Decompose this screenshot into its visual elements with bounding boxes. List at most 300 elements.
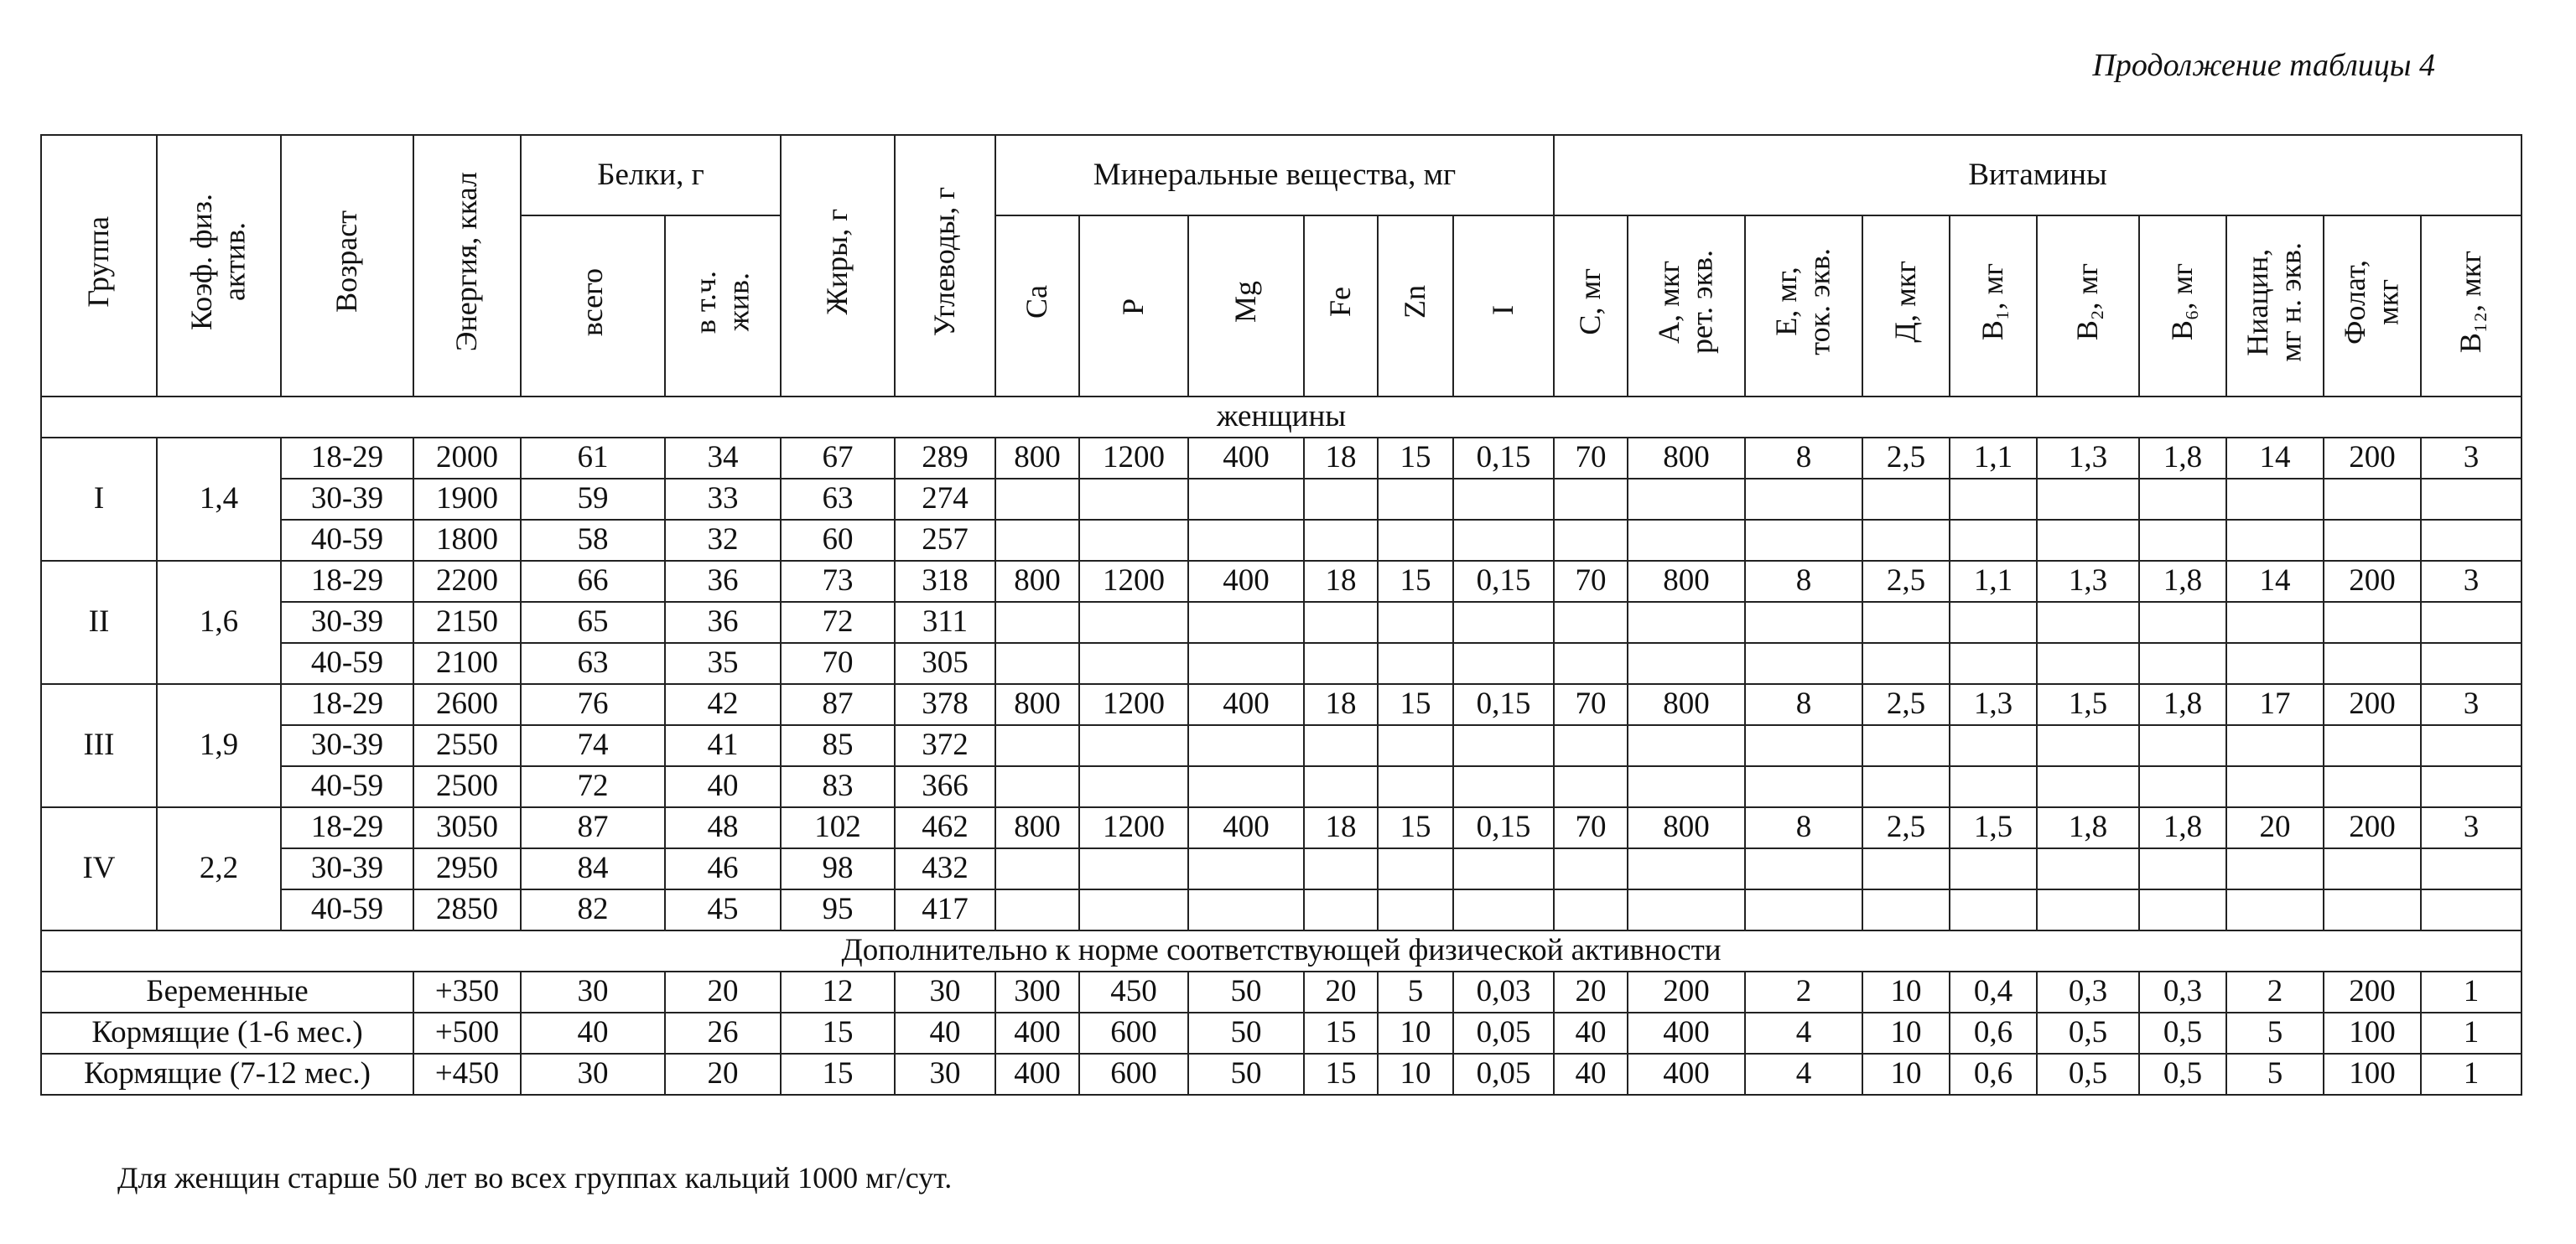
empty-cell bbox=[995, 643, 1079, 684]
micronutrient-cell: 1200 bbox=[1079, 807, 1188, 848]
micronutrient-cell: 3 bbox=[2421, 438, 2521, 479]
empty-cell bbox=[2324, 766, 2421, 807]
micronutrient-cell: 15 bbox=[1378, 807, 1453, 848]
empty-cell bbox=[1304, 520, 1378, 561]
empty-cell bbox=[1378, 520, 1453, 561]
protein-total-cell: 66 bbox=[521, 561, 665, 602]
empty-cell bbox=[2139, 889, 2226, 930]
value-cell: 15 bbox=[1304, 1054, 1378, 1095]
empty-cell bbox=[1554, 848, 1628, 889]
value-cell: 5 bbox=[2226, 1054, 2324, 1095]
value-cell: 0,5 bbox=[2037, 1013, 2139, 1054]
value-cell: 5 bbox=[1378, 972, 1453, 1013]
empty-cell bbox=[1378, 889, 1453, 930]
activity-coef: 1,6 bbox=[157, 561, 281, 684]
age-cell: 18-29 bbox=[281, 438, 413, 479]
protein-animal-cell: 33 bbox=[665, 479, 781, 520]
micronutrient-cell: 800 bbox=[995, 684, 1079, 725]
empty-cell bbox=[2226, 479, 2324, 520]
protein-total-cell: 84 bbox=[521, 848, 665, 889]
empty-cell bbox=[1950, 766, 2037, 807]
empty-cell bbox=[1188, 848, 1304, 889]
empty-cell bbox=[2324, 725, 2421, 766]
micronutrient-cell: 0,15 bbox=[1453, 807, 1554, 848]
micronutrient-cell: 18 bbox=[1304, 561, 1378, 602]
micronutrient-cell: 3 bbox=[2421, 684, 2521, 725]
age-cell: 30-39 bbox=[281, 848, 413, 889]
micronutrient-cell: 70 bbox=[1554, 438, 1628, 479]
micronutrient-cell: 400 bbox=[1188, 684, 1304, 725]
empty-cell bbox=[2037, 848, 2139, 889]
protein-total-cell: 74 bbox=[521, 725, 665, 766]
micronutrient-cell: 2,5 bbox=[1862, 684, 1950, 725]
value-cell: 20 bbox=[1304, 972, 1378, 1013]
empty-cell bbox=[1188, 520, 1304, 561]
micronutrient-cell: 1,3 bbox=[2037, 561, 2139, 602]
micronutrient-cell: 800 bbox=[995, 438, 1079, 479]
empty-cell bbox=[1862, 520, 1950, 561]
micronutrient-cell: 20 bbox=[2226, 807, 2324, 848]
protein-total-cell: 87 bbox=[521, 807, 665, 848]
value-cell: 15 bbox=[1304, 1013, 1378, 1054]
empty-cell bbox=[1628, 889, 1745, 930]
section-women-label: женщины bbox=[41, 397, 2521, 438]
micronutrient-cell: 1,1 bbox=[1950, 438, 2037, 479]
empty-cell bbox=[2139, 520, 2226, 561]
empty-cell bbox=[2324, 889, 2421, 930]
age-cell: 30-39 bbox=[281, 725, 413, 766]
micronutrient-cell: 200 bbox=[2324, 807, 2421, 848]
header-niacin: Ниацин, мг н. экв. bbox=[2226, 215, 2324, 397]
age-cell: 40-59 bbox=[281, 520, 413, 561]
header-energy: Энергия, ккал bbox=[413, 135, 521, 397]
empty-cell bbox=[1304, 602, 1378, 643]
value-cell: 10 bbox=[1862, 1013, 1950, 1054]
empty-cell bbox=[1079, 725, 1188, 766]
empty-cell bbox=[2421, 766, 2521, 807]
empty-cell bbox=[2324, 848, 2421, 889]
header-fe: Fe bbox=[1304, 215, 1378, 397]
table-caption: Продолжение таблицы 4 bbox=[2092, 48, 2435, 83]
protein-animal-cell: 45 bbox=[665, 889, 781, 930]
empty-cell bbox=[2037, 520, 2139, 561]
micronutrient-cell: 70 bbox=[1554, 561, 1628, 602]
micronutrient-cell: 400 bbox=[1188, 807, 1304, 848]
energy-cell: 2950 bbox=[413, 848, 521, 889]
empty-cell bbox=[1378, 848, 1453, 889]
fats-cell: 87 bbox=[781, 684, 895, 725]
empty-cell bbox=[1079, 889, 1188, 930]
table-row bbox=[41, 684, 2521, 725]
value-cell: 15 bbox=[781, 1054, 895, 1095]
micronutrient-cell: 18 bbox=[1304, 684, 1378, 725]
protein-total-cell: 76 bbox=[521, 684, 665, 725]
carbs-cell: 257 bbox=[895, 520, 995, 561]
table-row bbox=[41, 725, 2521, 766]
header-zn: Zn bbox=[1378, 215, 1453, 397]
carbs-cell: 417 bbox=[895, 889, 995, 930]
micronutrient-cell: 1200 bbox=[1079, 561, 1188, 602]
empty-cell bbox=[1628, 520, 1745, 561]
nutrition-table-wrapper bbox=[40, 134, 2522, 1096]
value-cell: 0,5 bbox=[2037, 1054, 2139, 1095]
value-cell: 50 bbox=[1188, 1013, 1304, 1054]
micronutrient-cell: 8 bbox=[1745, 684, 1862, 725]
empty-cell bbox=[1745, 520, 1862, 561]
table-row bbox=[41, 848, 2521, 889]
empty-cell bbox=[995, 889, 1079, 930]
header-folate: Фолат, мкг bbox=[2324, 215, 2421, 397]
fats-cell: 70 bbox=[781, 643, 895, 684]
header-minerals: Минеральные вещества, мг bbox=[995, 135, 1554, 215]
footnote: Для женщин старше 50 лет во всех группах кальций 1000 мг/сут. bbox=[117, 1161, 953, 1195]
empty-cell bbox=[1862, 479, 1950, 520]
energy-cell: 2200 bbox=[413, 561, 521, 602]
value-cell: 20 bbox=[665, 1054, 781, 1095]
section-additional-label: Дополнительно к норме соответствующей физической активности bbox=[41, 930, 2521, 972]
value-cell: 5 bbox=[2226, 1013, 2324, 1054]
value-cell: +350 bbox=[413, 972, 521, 1013]
value-cell: 0,6 bbox=[1950, 1054, 2037, 1095]
empty-cell bbox=[1628, 479, 1745, 520]
table-row bbox=[41, 1013, 2521, 1054]
fats-cell: 72 bbox=[781, 602, 895, 643]
empty-cell bbox=[1079, 848, 1188, 889]
group-label: IV bbox=[41, 807, 157, 930]
micronutrient-cell: 1,8 bbox=[2139, 438, 2226, 479]
table-row bbox=[41, 520, 2521, 561]
table-row bbox=[41, 889, 2521, 930]
protein-animal-cell: 32 bbox=[665, 520, 781, 561]
micronutrient-cell: 1,8 bbox=[2037, 807, 2139, 848]
protein-animal-cell: 42 bbox=[665, 684, 781, 725]
header-vit-b6: B₆, мг bbox=[2139, 215, 2226, 397]
value-cell: 40 bbox=[1554, 1054, 1628, 1095]
empty-cell bbox=[1378, 643, 1453, 684]
energy-cell: 2550 bbox=[413, 725, 521, 766]
empty-cell bbox=[1188, 725, 1304, 766]
table-row bbox=[41, 438, 2521, 479]
energy-cell: 2100 bbox=[413, 643, 521, 684]
empty-cell bbox=[2421, 520, 2521, 561]
empty-cell bbox=[2037, 643, 2139, 684]
fats-cell: 67 bbox=[781, 438, 895, 479]
protein-animal-cell: 46 bbox=[665, 848, 781, 889]
value-cell: 50 bbox=[1188, 1054, 1304, 1095]
extra-row-label: Беременные bbox=[41, 972, 413, 1013]
empty-cell bbox=[2226, 725, 2324, 766]
value-cell: +450 bbox=[413, 1054, 521, 1095]
header-vitamins: Витамины bbox=[1554, 135, 2521, 215]
micronutrient-cell: 2,5 bbox=[1862, 438, 1950, 479]
carbs-cell: 289 bbox=[895, 438, 995, 479]
value-cell: 100 bbox=[2324, 1013, 2421, 1054]
protein-total-cell: 59 bbox=[521, 479, 665, 520]
value-cell: 1 bbox=[2421, 1013, 2521, 1054]
empty-cell bbox=[1745, 766, 1862, 807]
empty-cell bbox=[1554, 725, 1628, 766]
empty-cell bbox=[1378, 602, 1453, 643]
micronutrient-cell: 15 bbox=[1378, 561, 1453, 602]
header-proteins-total: всего bbox=[521, 215, 665, 397]
protein-animal-cell: 40 bbox=[665, 766, 781, 807]
value-cell: 40 bbox=[895, 1013, 995, 1054]
micronutrient-cell: 400 bbox=[1188, 438, 1304, 479]
table-row bbox=[41, 766, 2521, 807]
header-vit-c: С, мг bbox=[1554, 215, 1628, 397]
fats-cell: 85 bbox=[781, 725, 895, 766]
header-group: Группа bbox=[41, 135, 157, 397]
value-cell: 400 bbox=[995, 1013, 1079, 1054]
empty-cell bbox=[2421, 643, 2521, 684]
fats-cell: 98 bbox=[781, 848, 895, 889]
header-age: Возраст bbox=[281, 135, 413, 397]
age-cell: 40-59 bbox=[281, 766, 413, 807]
table-row bbox=[41, 807, 2521, 848]
micronutrient-cell: 800 bbox=[1628, 807, 1745, 848]
value-cell: 600 bbox=[1079, 1013, 1188, 1054]
protein-animal-cell: 36 bbox=[665, 602, 781, 643]
empty-cell bbox=[1453, 520, 1554, 561]
micronutrient-cell: 8 bbox=[1745, 807, 1862, 848]
empty-cell bbox=[2421, 848, 2521, 889]
empty-cell bbox=[1745, 889, 1862, 930]
energy-cell: 1900 bbox=[413, 479, 521, 520]
header-row-1 bbox=[41, 135, 2521, 215]
value-cell: 2 bbox=[2226, 972, 2324, 1013]
micronutrient-cell: 1,3 bbox=[1950, 684, 2037, 725]
fats-cell: 83 bbox=[781, 766, 895, 807]
empty-cell bbox=[1862, 848, 1950, 889]
energy-cell: 2150 bbox=[413, 602, 521, 643]
table-row bbox=[41, 643, 2521, 684]
value-cell: 50 bbox=[1188, 972, 1304, 1013]
value-cell: 30 bbox=[521, 972, 665, 1013]
empty-cell bbox=[2139, 479, 2226, 520]
table-row bbox=[41, 479, 2521, 520]
micronutrient-cell: 800 bbox=[1628, 684, 1745, 725]
empty-cell bbox=[2139, 848, 2226, 889]
micronutrient-cell: 1,1 bbox=[1950, 561, 2037, 602]
table-body bbox=[41, 135, 2521, 1095]
empty-cell bbox=[2139, 602, 2226, 643]
empty-cell bbox=[1745, 725, 1862, 766]
header-p: P bbox=[1079, 215, 1188, 397]
empty-cell bbox=[1188, 889, 1304, 930]
micronutrient-cell: 1,8 bbox=[2139, 684, 2226, 725]
header-vit-d: Д, мкг bbox=[1862, 215, 1950, 397]
empty-cell bbox=[1554, 766, 1628, 807]
micronutrient-cell: 400 bbox=[1188, 561, 1304, 602]
empty-cell bbox=[1304, 725, 1378, 766]
carbs-cell: 462 bbox=[895, 807, 995, 848]
empty-cell bbox=[1079, 479, 1188, 520]
empty-cell bbox=[1378, 479, 1453, 520]
protein-total-cell: 72 bbox=[521, 766, 665, 807]
value-cell: 0,3 bbox=[2139, 972, 2226, 1013]
value-cell: 4 bbox=[1745, 1054, 1862, 1095]
nutrition-norms-table bbox=[40, 134, 2522, 1096]
empty-cell bbox=[2139, 643, 2226, 684]
micronutrient-cell: 1,5 bbox=[1950, 807, 2037, 848]
group-label: III bbox=[41, 684, 157, 807]
micronutrient-cell: 800 bbox=[1628, 561, 1745, 602]
value-cell: +500 bbox=[413, 1013, 521, 1054]
value-cell: 10 bbox=[1862, 1054, 1950, 1095]
micronutrient-cell: 1200 bbox=[1079, 438, 1188, 479]
empty-cell bbox=[2139, 766, 2226, 807]
empty-cell bbox=[1628, 602, 1745, 643]
empty-cell bbox=[2421, 479, 2521, 520]
value-cell: 40 bbox=[521, 1013, 665, 1054]
header-fats: Жиры, г bbox=[781, 135, 895, 397]
empty-cell bbox=[1188, 766, 1304, 807]
micronutrient-cell: 2,5 bbox=[1862, 561, 1950, 602]
empty-cell bbox=[2226, 848, 2324, 889]
activity-coef: 1,9 bbox=[157, 684, 281, 807]
group-label: II bbox=[41, 561, 157, 684]
empty-cell bbox=[1950, 602, 2037, 643]
empty-cell bbox=[2037, 766, 2139, 807]
value-cell: 0,05 bbox=[1453, 1054, 1554, 1095]
carbs-cell: 274 bbox=[895, 479, 995, 520]
value-cell: 400 bbox=[1628, 1013, 1745, 1054]
section-row-additional bbox=[41, 930, 2521, 972]
value-cell: 12 bbox=[781, 972, 895, 1013]
empty-cell bbox=[1745, 643, 1862, 684]
empty-cell bbox=[1079, 602, 1188, 643]
micronutrient-cell: 1,8 bbox=[2139, 807, 2226, 848]
value-cell: 0,5 bbox=[2139, 1054, 2226, 1095]
value-cell: 20 bbox=[1554, 972, 1628, 1013]
extra-row-label: Кормящие (7-12 мес.) bbox=[41, 1054, 413, 1095]
header-proteins: Белки, г bbox=[521, 135, 781, 215]
empty-cell bbox=[1628, 766, 1745, 807]
value-cell: 450 bbox=[1079, 972, 1188, 1013]
empty-cell bbox=[2139, 725, 2226, 766]
value-cell: 400 bbox=[1628, 1054, 1745, 1095]
protein-animal-cell: 41 bbox=[665, 725, 781, 766]
carbs-cell: 372 bbox=[895, 725, 995, 766]
empty-cell bbox=[1453, 725, 1554, 766]
empty-cell bbox=[1304, 766, 1378, 807]
micronutrient-cell: 2,5 bbox=[1862, 807, 1950, 848]
empty-cell bbox=[2421, 889, 2521, 930]
age-cell: 30-39 bbox=[281, 479, 413, 520]
value-cell: 0,3 bbox=[2037, 972, 2139, 1013]
energy-cell: 3050 bbox=[413, 807, 521, 848]
micronutrient-cell: 15 bbox=[1378, 438, 1453, 479]
empty-cell bbox=[1628, 848, 1745, 889]
value-cell: 0,5 bbox=[2139, 1013, 2226, 1054]
micronutrient-cell: 18 bbox=[1304, 438, 1378, 479]
micronutrient-cell: 70 bbox=[1554, 684, 1628, 725]
protein-animal-cell: 35 bbox=[665, 643, 781, 684]
micronutrient-cell: 3 bbox=[2421, 807, 2521, 848]
value-cell: 0,6 bbox=[1950, 1013, 2037, 1054]
value-cell: 200 bbox=[2324, 972, 2421, 1013]
fats-cell: 73 bbox=[781, 561, 895, 602]
value-cell: 10 bbox=[1378, 1054, 1453, 1095]
empty-cell bbox=[1862, 766, 1950, 807]
empty-cell bbox=[1862, 725, 1950, 766]
empty-cell bbox=[2226, 643, 2324, 684]
empty-cell bbox=[1304, 889, 1378, 930]
empty-cell bbox=[1079, 643, 1188, 684]
empty-cell bbox=[2226, 602, 2324, 643]
empty-cell bbox=[1453, 602, 1554, 643]
empty-cell bbox=[995, 766, 1079, 807]
empty-cell bbox=[2324, 602, 2421, 643]
activity-coef: 1,4 bbox=[157, 438, 281, 561]
micronutrient-cell: 17 bbox=[2226, 684, 2324, 725]
micronutrient-cell: 800 bbox=[995, 561, 1079, 602]
micronutrient-cell: 0,15 bbox=[1453, 561, 1554, 602]
micronutrient-cell: 18 bbox=[1304, 807, 1378, 848]
empty-cell bbox=[1378, 766, 1453, 807]
micronutrient-cell: 0,15 bbox=[1453, 438, 1554, 479]
empty-cell bbox=[1554, 602, 1628, 643]
empty-cell bbox=[1304, 643, 1378, 684]
empty-cell bbox=[1453, 766, 1554, 807]
header-i: I bbox=[1453, 215, 1554, 397]
empty-cell bbox=[1950, 643, 2037, 684]
value-cell: 300 bbox=[995, 972, 1079, 1013]
energy-cell: 2600 bbox=[413, 684, 521, 725]
empty-cell bbox=[1554, 479, 1628, 520]
value-cell: 10 bbox=[1862, 972, 1950, 1013]
value-cell: 0,03 bbox=[1453, 972, 1554, 1013]
value-cell: 15 bbox=[781, 1013, 895, 1054]
empty-cell bbox=[1188, 602, 1304, 643]
empty-cell bbox=[1745, 848, 1862, 889]
empty-cell bbox=[1745, 602, 1862, 643]
table-row bbox=[41, 602, 2521, 643]
protein-total-cell: 65 bbox=[521, 602, 665, 643]
empty-cell bbox=[2226, 766, 2324, 807]
value-cell: 2 bbox=[1745, 972, 1862, 1013]
energy-cell: 2500 bbox=[413, 766, 521, 807]
header-coef: Коэф. физ. актив. bbox=[157, 135, 281, 397]
empty-cell bbox=[2037, 479, 2139, 520]
empty-cell bbox=[1862, 889, 1950, 930]
micronutrient-cell: 14 bbox=[2226, 438, 2324, 479]
micronutrient-cell: 70 bbox=[1554, 807, 1628, 848]
age-cell: 18-29 bbox=[281, 807, 413, 848]
energy-cell: 2000 bbox=[413, 438, 521, 479]
empty-cell bbox=[2421, 602, 2521, 643]
value-cell: 1 bbox=[2421, 972, 2521, 1013]
carbs-cell: 432 bbox=[895, 848, 995, 889]
extra-row-label: Кормящие (1-6 мес.) bbox=[41, 1013, 413, 1054]
empty-cell bbox=[1453, 643, 1554, 684]
empty-cell bbox=[1950, 520, 2037, 561]
header-carbs: Углеводы, г bbox=[895, 135, 995, 397]
empty-cell bbox=[1554, 643, 1628, 684]
empty-cell bbox=[1079, 766, 1188, 807]
empty-cell bbox=[995, 725, 1079, 766]
empty-cell bbox=[1304, 848, 1378, 889]
value-cell: 4 bbox=[1745, 1013, 1862, 1054]
energy-cell: 1800 bbox=[413, 520, 521, 561]
micronutrient-cell: 800 bbox=[1628, 438, 1745, 479]
empty-cell bbox=[2037, 889, 2139, 930]
age-cell: 18-29 bbox=[281, 684, 413, 725]
micronutrient-cell: 14 bbox=[2226, 561, 2324, 602]
fats-cell: 63 bbox=[781, 479, 895, 520]
age-cell: 30-39 bbox=[281, 602, 413, 643]
value-cell: 20 bbox=[665, 972, 781, 1013]
